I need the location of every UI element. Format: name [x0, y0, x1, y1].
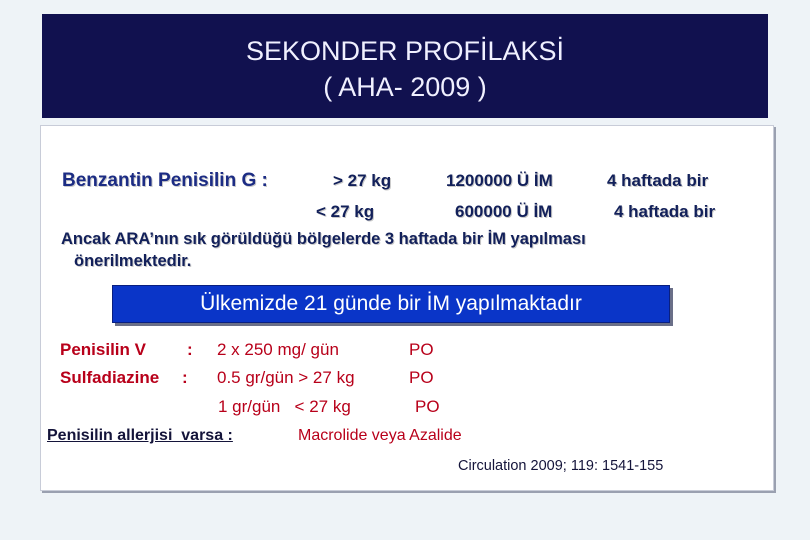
dose-row1: 1200000 Ü İM — [446, 171, 553, 190]
penV-route: PO — [409, 340, 434, 359]
freq-row2: 4 haftada bir — [614, 202, 716, 221]
sulfa-route2: PO — [415, 397, 440, 416]
sulfa-dose2: 1 gr/gün < 27 kg — [218, 397, 351, 416]
allergy-label: Penisilin allerjisi varsa : — [47, 427, 233, 444]
title-banner — [42, 14, 768, 118]
citation: Circulation 2009; 119: 1541-155 — [458, 458, 664, 474]
page-subtitle: ( AHA- 2009 ) — [323, 72, 487, 102]
sulfa-name: Sulfadiazine — [60, 368, 160, 387]
penV-name: Penisilin V — [60, 340, 146, 359]
note-line2: önerilmektedir. — [74, 252, 192, 270]
allergy-value: Macrolide veya Azalide — [298, 427, 462, 444]
weight-row2: < 27 kg — [316, 202, 375, 221]
penV-dose: 2 x 250 mg/ gün — [217, 340, 339, 359]
highlight-banner: Ülkemizde 21 günde bir İM yapılmaktadır — [112, 285, 670, 323]
page-title: SEKONDER PROFİLAKSİ — [245, 36, 565, 66]
dose-row2: 600000 Ü İM — [455, 202, 553, 221]
weight-row1: > 27 kg — [333, 171, 392, 190]
sulfa-dose1: 0.5 gr/gün > 27 kg — [217, 368, 355, 387]
benzathine-label: Benzantin Penisilin G : — [62, 170, 268, 191]
sulfa-route1: PO — [409, 368, 434, 387]
freq-row1: 4 haftada bir — [607, 171, 709, 190]
sulfa-colon: : — [182, 368, 188, 387]
penV-colon: : — [187, 340, 193, 359]
note-line1: Ancak ARA’nın sık görüldüğü bölgelerde 3 haftada bir İM yapılması — [61, 230, 586, 248]
